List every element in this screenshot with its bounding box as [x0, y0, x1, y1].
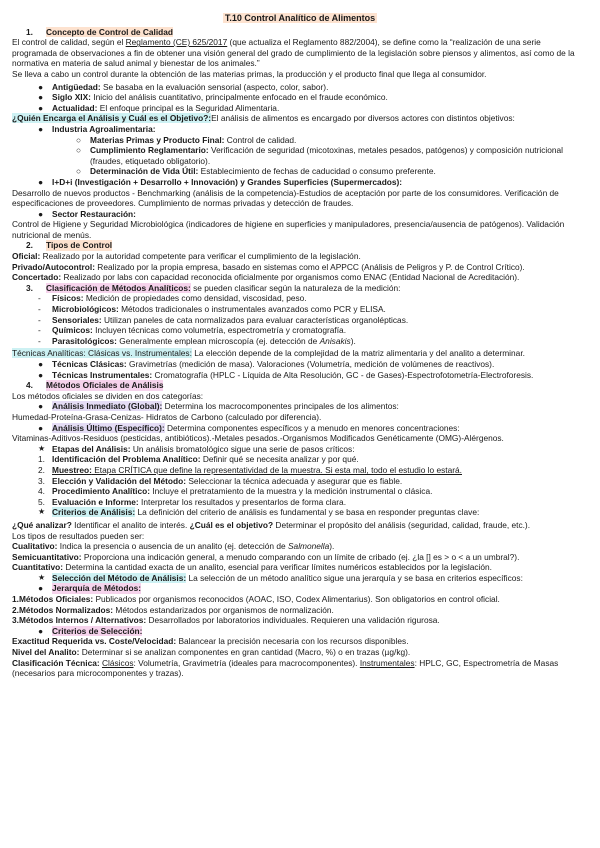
intro-paragraph: Los métodos oficiales se dividen en dos categorías: [12, 390, 204, 401]
step-item: 2. Muestreo: Etapa CRÍTICA que define la representatividad de la muestra. Si esta mal, todo el estudio lo estará. [38, 464, 462, 475]
hierarchy-item: 2.Métodos Normalizados: Métodos estandarizados por organismos de normalización. [12, 604, 334, 615]
criteria-item: Exactitud Requerida vs. Coste/Velocidad: Balancear la precisión necesaria con los recursos disponibles. [12, 636, 409, 647]
list-item: ● Análisis Último (Específico): Determina componentes específicos y a menudo en menores concentraciones: [38, 422, 460, 433]
list-item: - Sensoriales: Utilizan paneles de cata normalizados para evaluar características organolépticas. [38, 314, 409, 325]
list-item: ● Técnicas Clásicas: Gravimetrías (medición de masa). Valoraciones (Volumetría, medición de volúmenes de reactivos). [38, 359, 495, 369]
definition-paragraph: El control de calidad, según el Reglamento (CE) 625/2017 (que actualiza el Reglamento 882/2004), se define como la “realización de una serie programada de observaciones a fin de obtener una visión general del grado de cumplimiento de la legislación sobre piensos y alimentos, así como de la normativa en materia de salud animal y bienestar de los animales.” [12, 37, 575, 69]
list-item: ● Criterios de Selección: [38, 625, 143, 636]
criteria-item: Nivel del Analito: Determinar si se analizan componentes en gran cantidad (Macro, %) o en trazas (µg/kg). [12, 647, 411, 658]
list-item: ★ Criterios de Análisis: La definición del criterio de análisis es fundamental y se basa en responder preguntas clave: [38, 507, 480, 518]
result-type: Cualitativo: Indica la presencia o ausencia de un analito (ej. detección de Salmonella). [12, 541, 335, 552]
list-item: ● Técnicas Instrumentales: Cromatografía (HPLC - Líquida de Alta Resolución, GC - de Gases)-Espectrofotometría-Electroforesis. [38, 369, 534, 380]
page-title: T.10 Control Analítico de Alimentos [224, 13, 376, 23]
hierarchy-item: 1.Métodos Oficiales: Publicados por organismos reconocidos (AOAC, ISO, Codex Alimentarius). Son obligatorios en control oficial. [12, 594, 500, 605]
list-item: ● Antigüedad: Se basaba en la evaluación sensorial (aspecto, color, sabor). [38, 81, 329, 92]
ultimate-paragraph: Vitaminas-Aditivos-Residuos (pesticidas, antibióticos).-Metales pesados.-Organismos Modificados Genéticamente (OMG)-Alérgenos. [12, 433, 504, 444]
section-4-heading: 4. Métodos Oficiales de Análisis [26, 380, 164, 391]
list-item: ● Industria Agroalimentaria: [38, 123, 156, 134]
list-item: ● Sector Restauración: [38, 208, 136, 219]
classification-paragraph: Clasificación Técnica: Clásicos: Volumetría, Gravimetría (ideales para macrocomponentes). Instrumentales: HPLC, GC, Espectrometría de Masas (necesarios para microcomponentes y trazas). [12, 657, 559, 679]
list-item: ● Jerarquía de Métodos: [38, 583, 142, 594]
hierarchy-item: 3.Métodos Internos / Alternativos: Desarrollados por laboratorios individuales. Requieren una validación rigurosa. [12, 615, 440, 626]
result-types-intro: Los tipos de resultados pueden ser: [12, 530, 145, 541]
control-type: Privado/Autocontrol: Realizado por la propia empresa, basado en sistemas como el APPCC (Análisis de Peligros y P. de Control Crítico). [12, 261, 525, 272]
list-item: ● Análisis Inmediato (Global): Determina los macrocomponentes principales de los alimentos: [38, 401, 399, 412]
section-3-heading: 3. Clasificación de Métodos Analíticos: se pueden clasificar según la naturaleza de la medición: [26, 282, 401, 293]
list-item: ○ Determinación de Vida Útil: Establecimiento de fechas de caducidad o consumo preferente. [76, 166, 436, 177]
result-type: Semicuantitativo: Proporciona una indicación general, a menudo comparando con un límite de cribado (ej. ¿la [] es > o < a un umbral?). [12, 551, 520, 562]
document-page [12, 0, 588, 679]
section-2-heading: 2. Tipos de Control [26, 240, 113, 251]
result-type: Cuantitativo: Determina la cantidad exacta de un analito, esencial para verificar límites numéricos establecidos por la legislación. [12, 562, 492, 573]
step-item: 3. Elección y Validación del Método: Seleccionar la técnica adecuada y asegurar que es fiable. [38, 475, 403, 486]
list-item: ○ Cumplimiento Reglamentario: Verificación de seguridad (micotoxinas, metales pesados, patógenos) y composición nutricional (fraudes, etiquetado obligatorio). [76, 145, 564, 166]
list-item: ○ Materias Primas y Producto Final: Control de calidad. [76, 134, 297, 145]
idi-paragraph: Desarrollo de nuevos productos - Benchmarking (análisis de la competencia)-Estudios de aceptación por parte de los consumidores. Verificación de especificaciones de proveedores. Cumplimiento de normas privadas y detección de fraudes. [12, 187, 559, 209]
control-type: Oficial: Realizado por la autoridad competente para verificar el cumplimiento de la legislación. [12, 251, 361, 262]
step-item: 5. Evaluación e Informe: Interpretar los resultados y presentarlos de forma clara. [38, 496, 347, 507]
list-item: - Químicos: Incluyen técnicas como volumetría, espectrometría y cromatografía. [38, 325, 347, 336]
list-item: ● Actualidad: El enfoque principal es la Seguridad Alimentaria. [38, 102, 280, 113]
list-item: ● Siglo XIX: Inicio del análisis cuantitativo, principalmente enfocado en el fraude económico. [38, 92, 388, 103]
techniques-paragraph: Técnicas Analíticas: Clásicas vs. Instrumentales: La elección depende de la complejidad de la matriz alimentaria y del analito a determinar. [12, 348, 525, 359]
regulation-link: Reglamento (CE) 625/2017 [125, 37, 228, 48]
list-item: - Parasitológicos: Generalmente emplean microscopía (ej. detección de Anisakis). [38, 335, 356, 346]
list-item: - Microbiológicos: Métodos tradicionales o instrumentales avanzados como PCR y ELISA. [38, 304, 386, 315]
list-item: ★ Etapas del Análisis: Un análisis bromatológico sigue una serie de pasos críticos: [38, 443, 355, 454]
control-paragraph: Se lleva a cabo un control durante la obtención de las materias primas, la producción y el producto final que llega al consumidor. [12, 68, 487, 79]
control-type: Concertado: Realizado por labs con capacidad reconocida oficialmente por organismos como ENAC (Entidad Nacional de Acreditación). [12, 272, 520, 283]
sector-paragraph: Control de Higiene y Seguridad Microbiológica (indicadores de higiene en superficies y manipuladores, presencia/ausencia de patógenos). Validación nutricional de menús. [12, 219, 565, 240]
step-item: 1. Identificación del Problema Analítico: Definir qué se necesita analizar y por qué. [38, 454, 359, 465]
questions-paragraph: ¿Qué analizar? Identificar el analito de interés. ¿Cuál es el objetivo? Determinar el propósito del análisis (seguridad, calidad, fraude, etc.). [12, 519, 531, 530]
step-item: 4. Procedimiento Analítico: Incluye el pretratamiento de la muestra y la medición instrumental o clásica. [38, 486, 433, 497]
list-item: ★ Selección del Método de Análisis: La selección de un método analítico sigue una jerarquía y se basa en criterios específicos: [38, 572, 523, 583]
list-item: - Físicos: Medición de propiedades como densidad, viscosidad, peso. [38, 293, 307, 304]
question-paragraph: ¿Quién Encarga el Análisis y Cuál es el Objetivo?:El análisis de alimentos es encargado por diversos actores con distintos objetivos: [12, 113, 515, 124]
list-item: ● I+D+i (Investigación + Desarrollo + Innovación) y Grandes Superficies (Supermercados): [38, 176, 403, 187]
section-1-heading: 1. Concepto de Control de Calidad [26, 26, 174, 37]
immediate-paragraph: Humedad-Proteína-Grasa-Cenizas- Hidratos de Carbono (calculado por diferencia). [12, 411, 322, 422]
